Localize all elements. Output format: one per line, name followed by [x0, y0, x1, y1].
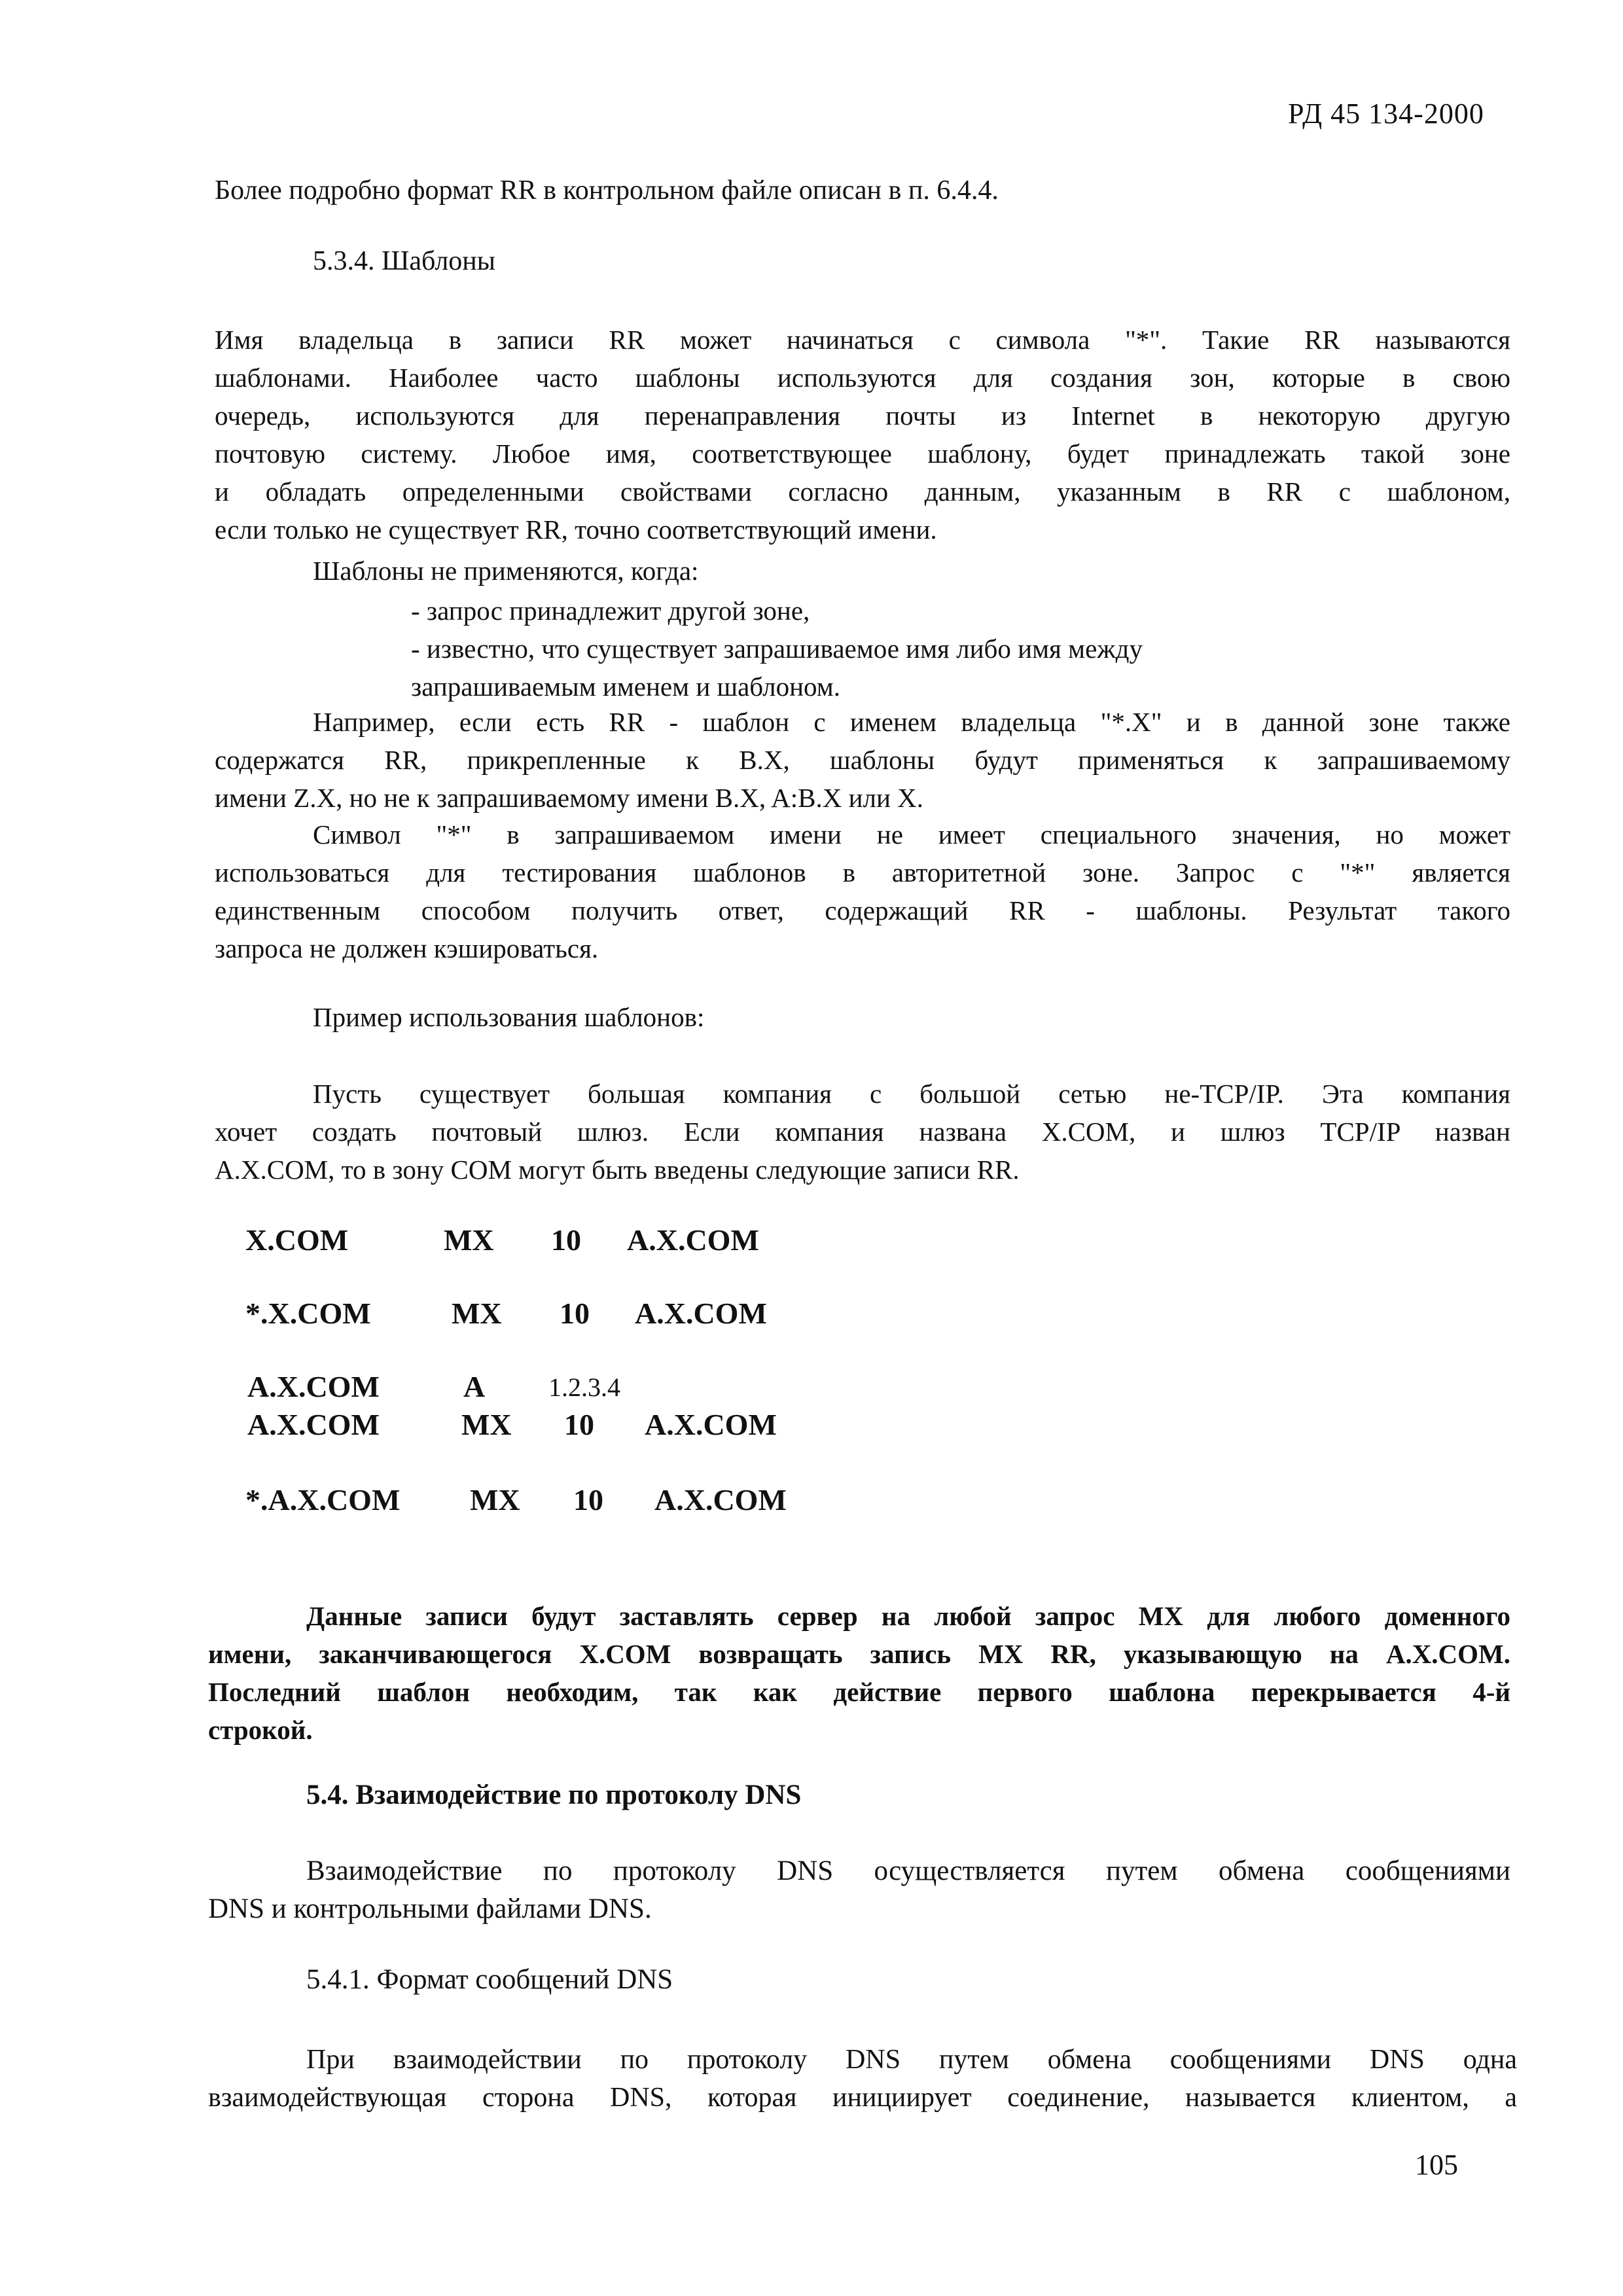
record-preference: 10: [551, 1223, 581, 1257]
text-line: взаимодействующая сторона DNS, которая инициирует соединение, называется клиентом, а: [208, 2083, 1517, 2113]
text-line: Более подробно формат RR в контрольном файле описан в п. 6.4.4.: [215, 175, 999, 206]
paragraph-example: [215, 703, 1510, 817]
text-line: Пусть существует большая компания с большой сетью не-TCP/IP. Эта компания: [313, 1079, 1510, 1109]
record-data: A.X.COM: [635, 1297, 767, 1330]
text-line: хочет создать почтовый шлюз. Если компания названа X.COM, и шлюз TCP/IP назван: [215, 1117, 1510, 1147]
text-line: очередь, используются для перенаправления почты из Internet в некоторую другую: [215, 401, 1510, 431]
text-line: DNS и контрольными файлами DNS.: [208, 1893, 652, 1924]
record-type: MX: [444, 1223, 494, 1257]
not-applied-intro: Шаблоны не применяются, когда:: [313, 556, 699, 586]
record-preference: 10: [564, 1408, 594, 1441]
record-owner: A.X.COM: [247, 1408, 380, 1441]
record-data: A.X.COM: [627, 1223, 759, 1257]
record-owner: X.COM: [245, 1223, 349, 1257]
record-type: MX: [470, 1483, 520, 1516]
text-line: содержатся RR, прикрепленные к B.X, шаблоны будут применяться к запрашиваемому: [215, 745, 1510, 775]
text-line: Например, если есть RR - шаблон с именем владельца "*.X" и в данной зоне также: [313, 707, 1510, 737]
record-type: MX: [452, 1297, 502, 1330]
text-line: Имя владельца в записи RR может начинаться с символа "*". Такие RR называются: [215, 325, 1510, 355]
text-line: единственным способом получить ответ, содержащий RR - шаблоны. Результат такого: [215, 895, 1510, 925]
record-preference: 10: [573, 1483, 603, 1516]
text-line: A.X.COM, то в зону COM могут быть введены следующие записи RR.: [215, 1155, 1020, 1185]
record-owner: *.A.X.COM: [245, 1483, 401, 1516]
record-preference: 10: [560, 1297, 590, 1330]
section-heading-5-3-4: 5.3.4. Шаблоны: [313, 246, 495, 276]
text-line: использоваться для тестирования шаблонов в авторитетной зоне. Запрос с "*" является: [215, 857, 1510, 888]
paragraph-asterisk-symbol: [215, 816, 1510, 967]
text-line: шаблонами. Наиболее часто шаблоны используются для создания зон, которые в свою: [215, 363, 1510, 393]
record-type: MX: [461, 1408, 512, 1441]
text-line: При взаимодействии по протоколу DNS путем обмена сообщениями DNS одна: [306, 2045, 1517, 2075]
page-number: 105: [1415, 2149, 1458, 2181]
record-data: A.X.COM: [654, 1483, 787, 1516]
record-type: A: [463, 1370, 486, 1403]
intro-paragraph: [215, 171, 999, 209]
paragraph-company-example: [215, 1075, 1510, 1189]
text-line: имени, заканчивающегося X.COM возвращать запись MX RR, указывающую на A.X.COM.: [208, 1639, 1510, 1669]
paragraph-message-format: [208, 2041, 1517, 2117]
record-data: 1.2.3.4: [548, 1372, 620, 1402]
not-applied-list: [411, 592, 1143, 706]
usage-example-title: Пример использования шаблонов:: [313, 1002, 705, 1032]
text-line: Последний шаблон необходим, так как действие первого шаблона перекрывается 4-й: [208, 1677, 1510, 1707]
text-line: Взаимодействие по протоколу DNS осуществляется путем обмена сообщениями: [306, 1856, 1510, 1886]
section-heading-5-4: 5.4. Взаимодействие по протоколу DNS: [306, 1780, 802, 1810]
list-item: - запрос принадлежит другой зоне,: [411, 596, 810, 626]
text-line: имени Z.X, но не к запрашиваемому имени B.X, A:B.X или X.: [215, 783, 924, 813]
text-line: запроса не должен кэшироваться.: [215, 933, 599, 963]
text-line: Символ "*" в запрашиваемом имени не имеет специального значения, но может: [313, 819, 1510, 850]
paragraph-dns-interaction: [208, 1852, 1510, 1928]
text-line: строкой.: [208, 1715, 313, 1745]
text-line: если только не существует RR, точно соответствующий имени.: [215, 514, 937, 545]
paragraph-templates-intro: [215, 321, 1510, 548]
record-owner: A.X.COM: [247, 1370, 380, 1403]
record-owner: *.X.COM: [245, 1297, 371, 1330]
document-code: РД 45 134-2000: [1288, 98, 1484, 130]
record-data: A.X.COM: [645, 1408, 777, 1441]
section-heading-5-4-1: 5.4.1. Формат сообщений DNS: [306, 1964, 673, 1995]
list-item: - известно, что существует запрашиваемое имя либо имя между: [411, 634, 1143, 664]
text-line: Данные записи будут заставлять сервер на любой запрос MX для любого доменного: [306, 1601, 1510, 1631]
list-item: запрашиваемым именем и шаблоном.: [411, 672, 840, 702]
text-line: и обладать определенными свойствами согласно данным, указанным в RR с шаблоном,: [215, 476, 1510, 507]
paragraph-records-effect: [208, 1597, 1510, 1749]
text-line: почтовую систему. Любое имя, соответствующее шаблону, будет принадлежать такой зоне: [215, 439, 1510, 469]
